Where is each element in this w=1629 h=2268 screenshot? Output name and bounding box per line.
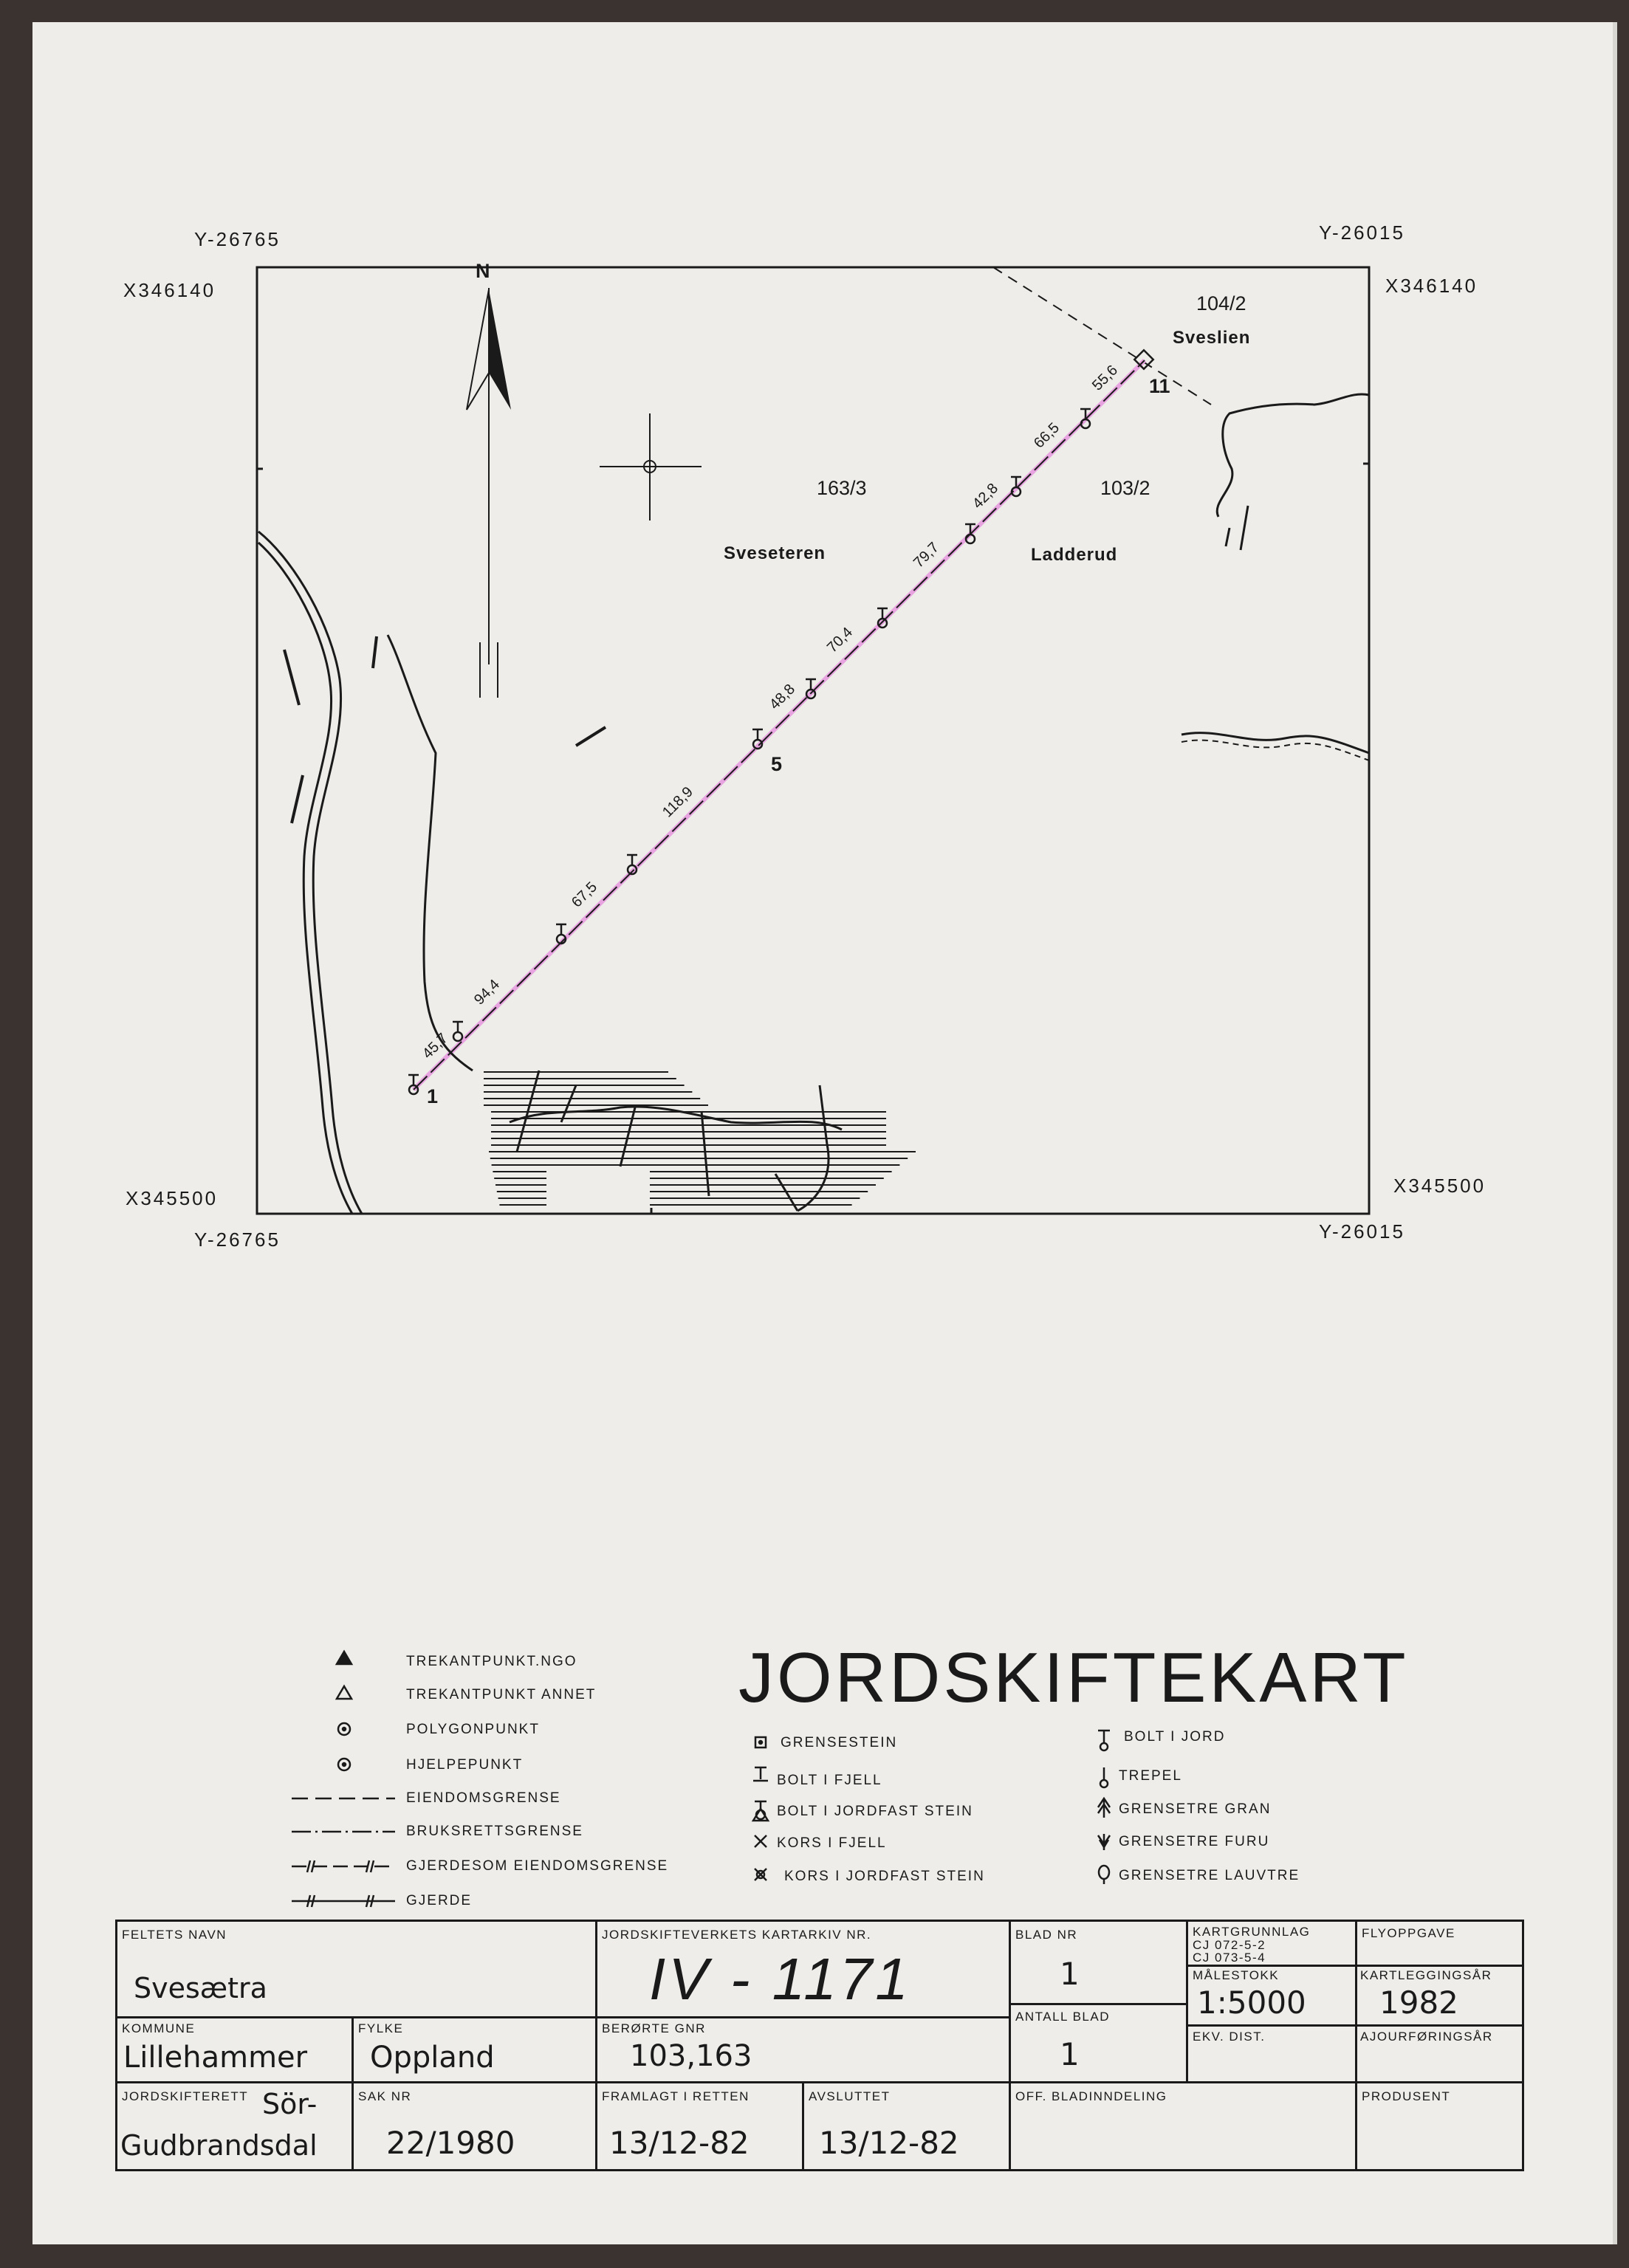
pine-icon <box>1098 1834 1110 1850</box>
framlagt-value: 13/12-82 <box>609 2125 750 2161</box>
corner-top-left-y: Y-26765 <box>194 228 281 250</box>
kartleggingsar-label: KARTLEGGINGSÅR <box>1360 1968 1492 1982</box>
legend-label: GRENSETRE LAUVTRE <box>1119 1868 1300 1883</box>
fylke-label: FYLKE <box>358 2021 404 2035</box>
point-number-1: 1 <box>427 1085 439 1107</box>
cell-kartarkiv <box>597 1922 1011 2018</box>
filled-triangle-icon <box>337 1652 351 1664</box>
distance-label: 118,9 <box>659 783 696 821</box>
off-bladinndeling-label: OFF. BLADINNDELING <box>1015 2089 1167 2103</box>
legend-label: KORS I JORDFAST STEIN <box>784 1869 985 1884</box>
legend-label: GJERDE <box>406 1893 473 1908</box>
distance-label: 55,6 <box>1088 362 1122 394</box>
corner-top-right-y: Y-26015 <box>1319 221 1405 244</box>
spruce-icon <box>1098 1798 1110 1818</box>
corner-bottom-left-y: Y-26765 <box>194 1228 281 1251</box>
cell-ekv-dist <box>1188 2027 1357 2083</box>
distance-label: 66,5 <box>1030 419 1063 452</box>
kartleggingsar-value: 1982 <box>1379 1984 1458 2021</box>
berorte-gnr-value: 103,163 <box>630 2039 752 2073</box>
title-block <box>115 1920 1524 2171</box>
legend-label: GRENSETRE FURU <box>1119 1834 1270 1849</box>
fylke-value: Oppland <box>370 2041 495 2075</box>
cell-kommune <box>117 2018 354 2083</box>
point-number-11: 11 <box>1149 375 1170 397</box>
distance-label: 94,4 <box>470 976 504 1008</box>
corner-bottom-right-y: Y-26015 <box>1319 1220 1405 1243</box>
corner-bottom-right-x: X345500 <box>1393 1175 1486 1197</box>
cross-fixed-stone-icon <box>755 1869 767 1880</box>
corner-top-right-x: X346140 <box>1385 275 1478 297</box>
cell-kartleggingsar <box>1357 1967 1524 2027</box>
distance-label: 48,8 <box>766 681 799 713</box>
cell-malestokk <box>1188 1967 1357 2027</box>
corner-top-left-x: X346140 <box>123 279 216 301</box>
feltets-navn-label: FELTETS NAVN <box>122 1928 227 1942</box>
legend-label: BOLT I JORDFAST STEIN <box>777 1804 973 1819</box>
feltets-navn-value: Svesætra <box>134 1972 267 2004</box>
legend-label: GJERDESOM EIENDOMSGRENSE <box>406 1858 669 1874</box>
stake-icon <box>1100 1767 1108 1787</box>
legend-label: HJELPEPUNKT <box>406 1757 524 1773</box>
distance-label: 67,5 <box>568 879 601 911</box>
parcel-name-sveseteren: Sveseteren <box>724 543 826 563</box>
avsluttet-value: 13/12-82 <box>819 2125 959 2161</box>
north-label: N <box>476 260 490 282</box>
cell-feltets-navn <box>117 1922 597 2018</box>
jordskifterett-label: JORDSKIFTERETT <box>122 2089 249 2103</box>
kartgrunnlag-line-1: CJ 072-5-2 <box>1193 1938 1266 1952</box>
blad-nr-label: BLAD NR <box>1015 1928 1078 1942</box>
cross-rock-icon <box>755 1835 767 1847</box>
flyoppgave-label: FLYOPPGAVE <box>1362 1926 1455 1940</box>
blad-nr-value: 1 <box>1060 1956 1080 1992</box>
kartarkiv-value: IV - 1171 <box>649 1946 911 2012</box>
point-number-5: 5 <box>771 753 783 775</box>
parcel-number-103-2: 103/2 <box>1100 477 1150 499</box>
cell-framlagt <box>597 2083 804 2171</box>
legend-label: TREKANTPUNKT.NGO <box>406 1654 577 1669</box>
parcel-number-104-2: 104/2 <box>1196 292 1246 315</box>
legend-label: BOLT I JORD <box>1124 1729 1226 1745</box>
antall-blad-label: ANTALL BLAD <box>1015 2010 1110 2024</box>
kartarkiv-label: JORDSKIFTEVERKETS KARTARKIV NR. <box>602 1928 872 1942</box>
deciduous-icon <box>1099 1866 1109 1884</box>
triangle-icon <box>337 1686 351 1699</box>
antall-blad-value: 1 <box>1060 2036 1080 2072</box>
kartgrunnlag-line-2: CJ 073-5-4 <box>1193 1951 1266 1965</box>
kommune-value: Lillehammer <box>123 2041 308 2075</box>
legend-label: TREPEL <box>1119 1768 1182 1784</box>
parcel-name-ladderud: Ladderud <box>1031 545 1118 565</box>
jordskifterett-line-2: Gudbrandsdal <box>120 2129 318 2162</box>
distance-label: 79,7 <box>910 539 943 571</box>
sak-nr-value: 22/1980 <box>386 2125 515 2161</box>
ekv-dist-label: EKV. DIST. <box>1193 2030 1266 2044</box>
legend-label: BRUKSRETTSGRENSE <box>406 1824 583 1839</box>
fence-line-icon <box>292 1895 395 1907</box>
cell-ajourforingsar <box>1357 2027 1524 2083</box>
legend-label: GRENSESTEIN <box>781 1735 898 1750</box>
kartgrunnlag-label: KARTGRUNNLAG <box>1193 1925 1311 1939</box>
cell-flyoppgave <box>1357 1922 1524 1967</box>
cell-antall-blad <box>1011 2005 1188 2083</box>
malestokk-value: 1:5000 <box>1197 1984 1306 2021</box>
fence-boundary-line-icon <box>292 1860 395 1872</box>
avsluttet-label: AVSLUTTET <box>809 2089 891 2103</box>
ajourforingsar-label: AJOURFØRINGSÅR <box>1360 2030 1493 2044</box>
cell-sak-nr <box>354 2083 597 2171</box>
parcel-name-sveslien: Sveslien <box>1173 328 1251 348</box>
map-title: JORDSKIFTEKART <box>738 1638 1409 1717</box>
cell-blad-nr <box>1011 1922 1188 2005</box>
legend-label: TREKANTPUNKT ANNET <box>406 1687 597 1702</box>
corner-bottom-left-x: X345500 <box>126 1187 219 1209</box>
cell-off-bladinndeling <box>1011 2083 1357 2171</box>
bolt-rock-icon <box>753 1767 768 1781</box>
parcel-number-163-3: 163/3 <box>817 477 867 499</box>
bolt-ground-icon <box>1098 1731 1110 1750</box>
malestokk-label: MÅLESTOKK <box>1193 1968 1280 1982</box>
bolt-fixed-stone-icon <box>753 1801 768 1821</box>
sak-nr-label: SAK NR <box>358 2089 412 2103</box>
distance-label: 42,8 <box>969 480 1002 512</box>
kommune-label: KOMMUNE <box>122 2021 196 2035</box>
jordskifterett-line-1: Sör- <box>262 2088 318 2120</box>
cell-fylke <box>354 2018 597 2083</box>
legend-label: KORS I FJELL <box>777 1835 887 1851</box>
legend-label: EIENDOMSGRENSE <box>406 1790 561 1806</box>
cell-berorte-gnr <box>597 2018 1011 2083</box>
cell-kartgrunnlag <box>1188 1922 1357 1967</box>
berorte-gnr-label: BERØRTE GNR <box>602 2021 706 2035</box>
framlagt-label: FRAMLAGT I RETTEN <box>602 2089 750 2103</box>
cell-avsluttet <box>804 2083 1011 2171</box>
distance-label: 70,4 <box>823 624 857 656</box>
distance-label: 45,7 <box>419 1030 452 1062</box>
produsent-label: PRODUSENT <box>1362 2089 1451 2103</box>
legend-label: BOLT I FJELL <box>777 1773 882 1788</box>
cell-jordskifterett <box>117 2083 354 2171</box>
legend-label: GRENSETRE GRAN <box>1119 1801 1272 1817</box>
legend-label: POLYGONPUNKT <box>406 1722 540 1737</box>
cell-produsent <box>1357 2083 1524 2171</box>
